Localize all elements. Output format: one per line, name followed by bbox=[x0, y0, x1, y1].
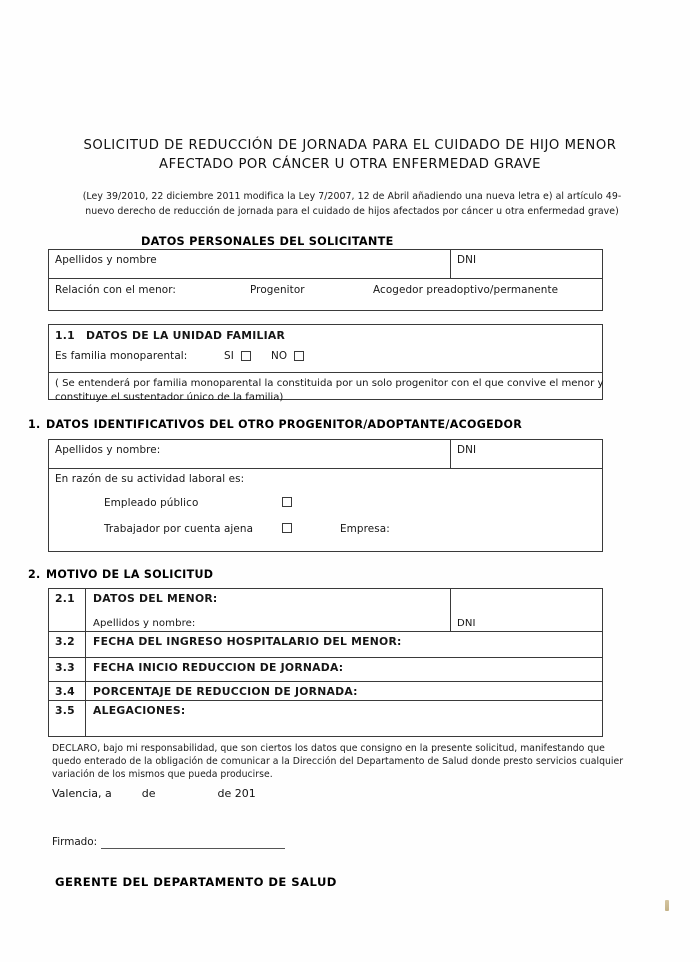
monoparental-yes-checkbox[interactable] bbox=[241, 351, 251, 361]
document-title bbox=[48, 136, 652, 174]
monoparental-no-checkbox[interactable] bbox=[294, 351, 304, 361]
menor-dni-label: DNI bbox=[457, 618, 476, 629]
declaration-line-3: variación de los mismos que pueda producirse. bbox=[52, 769, 273, 781]
request-row-label-2: FECHA INICIO REDUCCION DE JORNADA: bbox=[93, 661, 344, 674]
date-de-year: de 201 bbox=[217, 787, 256, 800]
other-parent-private-employee-label: Trabajador por cuenta ajena bbox=[104, 523, 254, 535]
place-and-date-line[interactable] bbox=[52, 787, 256, 800]
monoparental-question-label: Es familia monoparental: bbox=[55, 350, 188, 362]
other-parent-name-label: Apellidos y nombre: bbox=[55, 444, 161, 456]
signature-label: Firmado: bbox=[52, 836, 98, 848]
request-reason-section-number: 2. bbox=[28, 568, 41, 581]
request-row-label-3: PORCENTAJE DE REDUCCION DE JORNADA: bbox=[93, 685, 358, 698]
request-row-label-1: FECHA DEL INGRESO HOSPITALARIO DEL MENOR: bbox=[93, 635, 402, 648]
request-reason-number-column-divider bbox=[85, 588, 86, 737]
monoparental-no-label: NO bbox=[271, 350, 288, 362]
other-parent-public-employee-label: Empleado público bbox=[104, 497, 199, 509]
request-row-number-4: 3.5 bbox=[55, 704, 75, 717]
declaration-line-2: quedo enterado de la obligación de comunicar a la Dirección del Departamento de Salud donde presto servicios cualquier bbox=[52, 756, 624, 768]
scan-artifact-mark bbox=[665, 900, 669, 911]
request-row-number-2: 3.3 bbox=[55, 661, 75, 674]
applicant-table-dni-divider bbox=[450, 249, 451, 278]
request-reason-row-divider-2 bbox=[48, 657, 603, 658]
other-parent-company-label: Empresa: bbox=[340, 523, 390, 535]
other-parent-row-divider bbox=[48, 468, 603, 469]
other-parent-dni-divider bbox=[450, 439, 451, 468]
request-row-number-3: 3.4 bbox=[55, 685, 75, 698]
other-parent-private-employee-checkbox[interactable] bbox=[282, 523, 292, 533]
applicant-table-row-divider bbox=[48, 278, 603, 279]
applicant-relation-label: Relación con el menor: bbox=[55, 284, 177, 296]
signature-line[interactable] bbox=[101, 848, 285, 849]
declaration-line-1: DECLARO, bajo mi responsabilidad, que son ciertos los datos que consigno en la presente solicitud, manifestando que bbox=[52, 743, 605, 754]
applicant-name-label: Apellidos y nombre bbox=[55, 254, 157, 266]
other-parent-public-employee-checkbox[interactable] bbox=[282, 497, 292, 507]
applicant-section-heading: DATOS PERSONALES DEL SOLICITANTE bbox=[141, 235, 394, 248]
request-reason-row-divider-3 bbox=[48, 681, 603, 682]
family-unit-number: 1.1 bbox=[55, 329, 75, 342]
monoparental-clarification-line-1: ( Se entenderá por familia monoparental la constituida por un solo progenitor con el que convive el menor y bbox=[55, 378, 604, 389]
other-parent-section-heading bbox=[28, 418, 522, 431]
request-reason-section-title: MOTIVO DE LA SOLICITUD bbox=[46, 568, 214, 581]
addressee-heading: GERENTE DEL DEPARTAMENTO DE SALUD bbox=[55, 875, 337, 889]
other-parent-dni-label: DNI bbox=[457, 444, 477, 456]
request-reason-row-divider-4 bbox=[48, 700, 603, 701]
menor-name-label: Apellidos y nombre: bbox=[93, 618, 196, 629]
request-reason-row-divider-1 bbox=[48, 631, 603, 632]
family-unit-heading: DATOS DE LA UNIDAD FAMILIAR bbox=[86, 329, 286, 342]
request-row-number-1: 3.2 bbox=[55, 635, 75, 648]
city-label: Valencia, a bbox=[52, 787, 112, 800]
other-parent-activity-label: En razón de su actividad laboral es: bbox=[55, 473, 245, 485]
request-reason-section-heading bbox=[28, 568, 213, 581]
document-subtitle bbox=[52, 190, 652, 219]
document-title-line-2: AFECTADO POR CÁNCER U OTRA ENFERMEDAD GRAVE bbox=[159, 157, 541, 172]
document-title-line-1: SOLICITUD DE REDUCCIÓN DE JORNADA PARA EL CUIDADO DE HIJO MENOR bbox=[83, 138, 617, 153]
other-parent-section-title: DATOS IDENTIFICATIVOS DEL OTRO PROGENITOR/ADOPTANTE/ACOGEDOR bbox=[46, 418, 523, 431]
monoparental-clarification bbox=[55, 377, 603, 405]
request-row-number-0: 2.1 bbox=[55, 592, 75, 605]
request-row-label-0: DATOS DEL MENOR: bbox=[93, 592, 218, 605]
declaration-paragraph bbox=[52, 742, 623, 782]
request-row-label-4: ALEGACIONES: bbox=[93, 704, 186, 717]
monoparental-clarification-line-2: constituye el sustentador único de la familia) bbox=[55, 392, 284, 403]
document-subtitle-line-1: (Ley 39/2010, 22 diciembre 2011 modifica la Ley 7/2007, 12 de Abril añadiendo una nueva letra e) al artículo 49- bbox=[82, 191, 622, 202]
family-unit-row-divider bbox=[48, 372, 603, 373]
applicant-dni-label: DNI bbox=[457, 254, 477, 266]
monoparental-yes-label: SI bbox=[224, 350, 234, 362]
applicant-relation-option-acogedor[interactable]: Acogedor preadoptivo/permanente bbox=[373, 284, 559, 296]
menor-dni-column-divider bbox=[450, 588, 451, 631]
other-parent-section-number: 1. bbox=[28, 418, 41, 431]
applicant-relation-option-progenitor[interactable]: Progenitor bbox=[250, 284, 305, 296]
document-subtitle-line-2: nuevo derecho de reducción de jornada para el cuidado de hijos afectados por cáncer u otra enfermedad grave) bbox=[85, 205, 619, 217]
date-de-1: de bbox=[141, 787, 156, 800]
